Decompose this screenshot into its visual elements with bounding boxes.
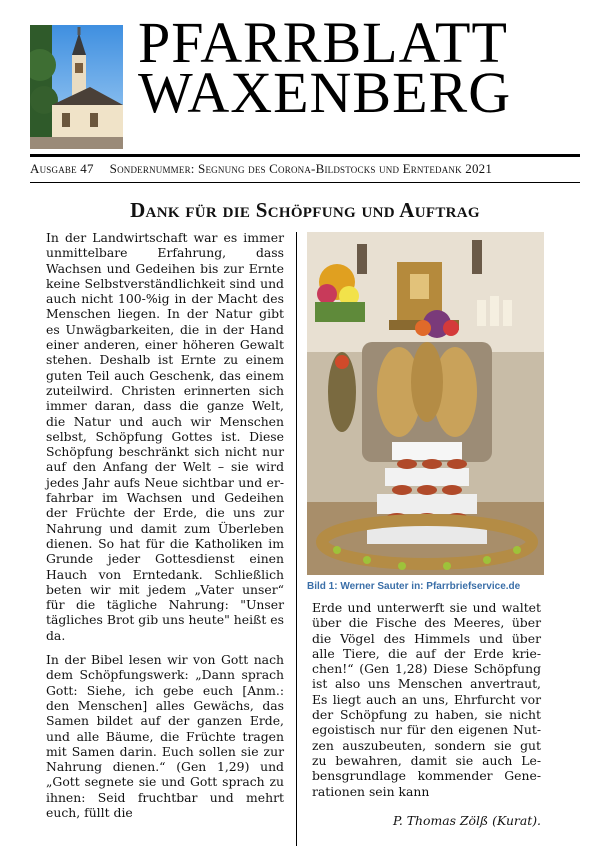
header-rule-bottom bbox=[30, 182, 580, 183]
masthead-line2: WAXENBERG bbox=[138, 60, 512, 125]
article-column-right bbox=[312, 600, 541, 799]
author-signature: P. Thomas Zölß (Kurat). bbox=[393, 813, 541, 828]
issue-line bbox=[30, 161, 580, 177]
masthead-line1: PFARRBLATT bbox=[138, 10, 508, 75]
issue-number: Ausgabe 47 bbox=[30, 161, 94, 176]
article-title: Dank für die Schöpfung und Auftrag bbox=[130, 198, 480, 222]
photo-caption: Bild 1: Werner Sauter in: Pfarrbriefservice.de bbox=[307, 581, 521, 592]
harvest-altar-photo bbox=[307, 232, 544, 575]
masthead bbox=[138, 10, 578, 125]
article-paragraph: In der Landwirtschaft war es immer unmittelbare Erfahrung, dass Wachsen und Gedeihen bis zur Ernte keine Selbstverständlichkeit sind und auch nicht 100-%ig in der Macht des Menschen liegen. In der Natur gibt es Unwägbarkeiten, die in der Hand einer anderen, einer höheren Gewalt stehen. Deshalb ist Ernte zu einem guten Teil auch Geschenk, das einem zuteilwird. Christen erinnerten sich immer daran, dass die ganze Welt, die Natur und auch wir Menschen selbst, Schöpfung Gottes ist. Diese Schöpfung beschränkt sich nicht nur auf den Anfang der Welt – sie wird jedes Jahr aufs Neue sichtbar und erfahrbar im Wachsen und Gedeihen der Früchte der Erde, die uns zur Nahrung und damit zum Überleben dienen. So hat für die Katholiken im Grunde jeder Gottesdienst einen Hauch von Erntedank. Schließlich beten wir mit jedem „Vater unser“ für die tägliche Nahrung: "Unser tägliches Brot gib uns heute" heißt es da. bbox=[46, 230, 284, 643]
header-rule-top bbox=[30, 154, 580, 157]
article-column-left bbox=[46, 230, 284, 829]
article-paragraph: In der Bibel lesen wir von Gott nach dem Schöpfungswerk: „Dann sprach Gott: Siehe, ich gebe euch [Anm.: den Menschen] alles Gewächs, das Samen bildet auf der ganzen Erde, und alle Bäume, die Früchte tragen mit Samen darin. Euch sollen sie zur Nahrung dienen.“ (Gen 1,29) und „Gott segnete sie und Gott sprach zu ihnen: Seid fruchtbar und mehrt euch, füllt die bbox=[46, 652, 284, 820]
column-divider bbox=[296, 232, 297, 846]
church-photo bbox=[30, 25, 123, 149]
article-paragraph: Erde und unterwerft sie und waltet über die Fische des Meeres, über die Vögel des Himmels und über alle Tiere, die auf der Erde kriechen!“ (Gen 1,28) Diese Schöpfung ist also uns Menschen anvertraut, Es liegt auch an uns, Ehrfurcht vor der Schöpfung zu haben, sie nicht egoistisch nur für den eigenen Nutzen auszubeuten, sondern sie gut zu bewahren, damit sie auch Lebensgrundlage kommender Generationen sein kann bbox=[312, 600, 541, 799]
issue-subtitle: Sondernummer: Segnung des Corona-Bildstocks und Erntedank 2021 bbox=[109, 161, 493, 176]
